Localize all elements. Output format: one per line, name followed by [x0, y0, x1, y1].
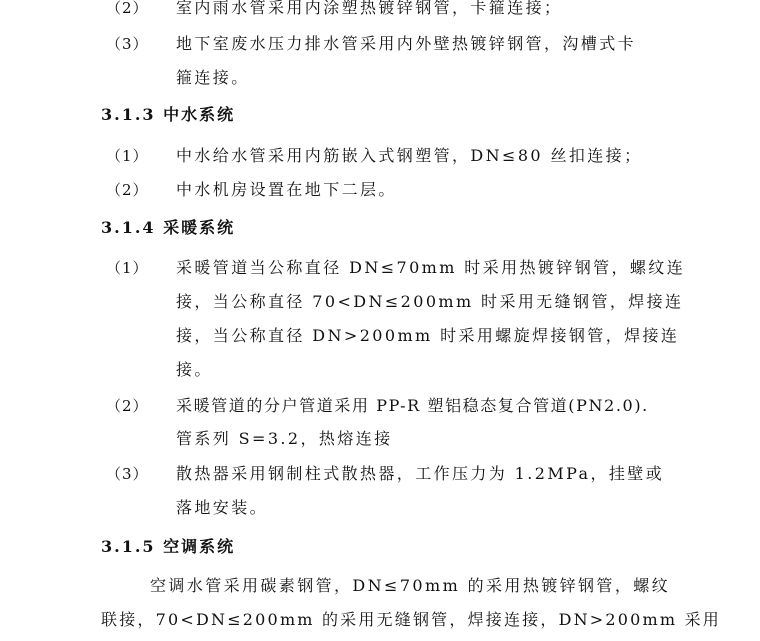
list-item-text: 采暖管道当公称直径 DN≤70mm 时采用热镀锌钢管，螺纹连: [176, 258, 686, 277]
list-item-text: 接，当公称直径 70<DN≤200mm 时采用无缝钢管，焊接连: [176, 292, 684, 311]
list-item-text: 中水给水管采用内筋嵌入式钢塑管，DN≤80 丝扣连接；: [176, 146, 643, 165]
list-item-text: 中水机房设置在地下二层。: [176, 180, 397, 199]
list-item-text: 管系列 S=3.2，热熔连接: [176, 429, 393, 448]
list-item-number: （1）: [106, 259, 149, 277]
list-item-text: 接，当公称直径 DN>200mm 时采用螺旋焊接钢管，焊接连: [176, 326, 680, 345]
list-item-text: 接。: [176, 360, 213, 379]
list-item-number: （2）: [106, 181, 149, 199]
list-item-number: （1）: [106, 147, 149, 165]
list-item-number: （3）: [106, 465, 149, 483]
list-item-number: （2）: [106, 397, 149, 415]
section-heading: 3.1.3 中水系统: [101, 105, 236, 124]
list-item-text: 箍连接。: [176, 68, 250, 87]
paragraph-line: 空调水管采用碳素钢管，DN≤70mm 的采用热镀锌钢管，螺纹: [150, 576, 671, 595]
list-item-text: 落地安装。: [176, 498, 269, 517]
list-item-text: 室内雨水管采用内涂塑热镀锌钢管，卡箍连接；: [176, 0, 563, 17]
list-item-text: 散热器采用钢制柱式散热器，工作压力为 1.2MPa，挂壁或: [176, 464, 665, 483]
list-item-text: 地下室废水压力排水管采用内外壁热镀锌钢管，沟槽式卡: [176, 34, 637, 53]
paragraph-line: 联接，70<DN≤200mm 的采用无缝钢管，焊接连接，DN>200mm 采用: [101, 610, 721, 629]
section-heading: 3.1.5 空调系统: [101, 537, 236, 556]
list-item-text: 采暖管道的分户管道采用 PP-R 塑铝稳态复合管道(PN2.0).: [176, 396, 649, 415]
list-item-number: （2）: [106, 0, 149, 17]
section-heading: 3.1.4 采暖系统: [101, 218, 236, 237]
list-item-number: （3）: [106, 35, 149, 53]
